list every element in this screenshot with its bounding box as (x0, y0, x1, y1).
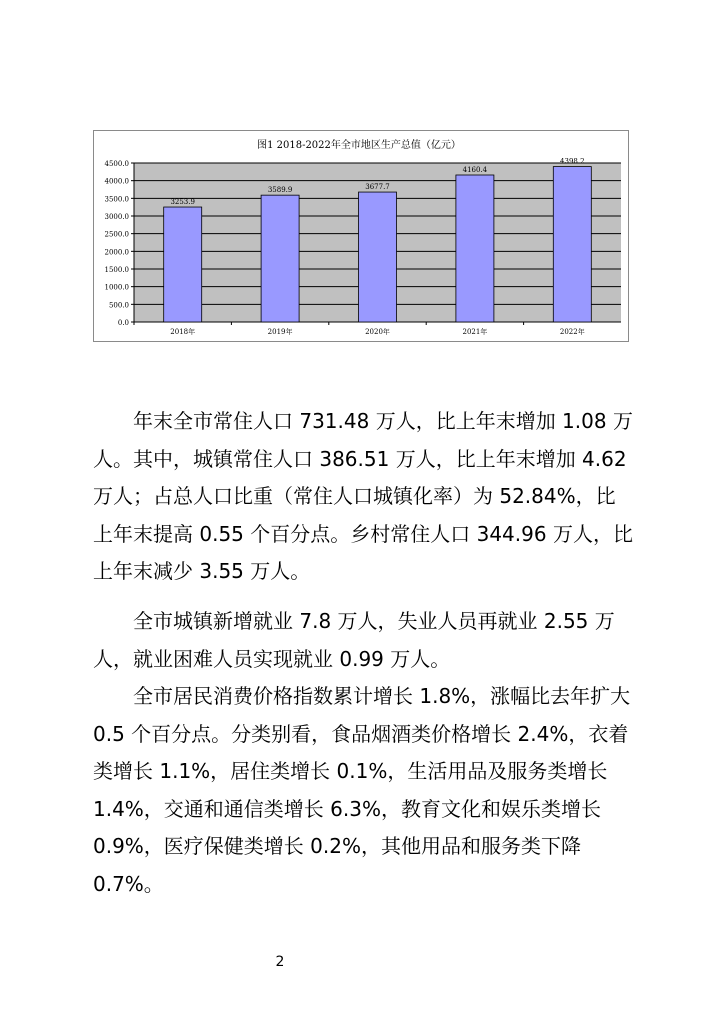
x-tick-label: 2020年 (365, 328, 390, 336)
bar-value-label: 3253.9 (170, 198, 195, 207)
y-tick-label: 500.0 (108, 301, 129, 310)
y-tick-label: 2000.0 (104, 248, 129, 257)
bar-value-label: 3589.9 (267, 186, 293, 195)
x-tick-label: 2022年 (559, 328, 585, 336)
y-tick-label: 1500.0 (104, 266, 129, 274)
bar (456, 175, 494, 322)
bar (261, 195, 299, 322)
bar-value-label: 4160.4 (462, 165, 488, 174)
paragraph-cpi: 全市居民消费价格指数累计增长 1.8%，涨幅比去年扩大 0.5 个百分点。分类别看，食品烟酒类价格增长 2.4%，衣着类增长 1.1%，居住类增长 0.1%，生活用品及服务类增长 1.4%，交通和通信类增长 6.3%，教育文化和娱乐类增长 0.9%，医疗保健类增长 0.2%，其他用品和服务类下降 0.7%。 (93, 684, 631, 896)
bar (359, 192, 397, 322)
bar-value-label: 3677.7 (365, 183, 390, 192)
y-tick-label: 3000.0 (104, 213, 129, 221)
paragraph-population: 年末全市常住人口 731.48 万人，比上年末增加 1.08 万人。其中，城镇常住人口 386.51 万人，比上年末增加 4.62 万人；占总人口比重（常住人口城镇化率）为 52.84%，比上年末提高 0.55 个百分点。乡村常住人口 344.96 万人，比上年末减少 3.55 万人。 (93, 409, 633, 583)
chart-svg (94, 131, 628, 341)
y-tick-label: 1000.0 (104, 283, 129, 292)
y-tick-label: 4000.0 (104, 177, 129, 186)
paragraph-employment: 全市城镇新增就业 7.8 万人，失业人员再就业 2.55 万人，就业困难人员实现就业 0.99 万人。 (93, 609, 615, 671)
bar-value-label: 4398.2 (560, 157, 585, 166)
x-tick-label: 2019年 (267, 328, 293, 336)
chart-title: 图1 2018-2022年全市地区生产总值（亿元） (257, 140, 461, 151)
bar (553, 167, 591, 322)
bar (164, 207, 202, 322)
x-tick-label: 2021年 (462, 328, 488, 336)
y-tick-label: 2500.0 (104, 230, 129, 239)
gdp-chart (93, 130, 629, 342)
page-number: 2 (275, 954, 285, 970)
y-tick-label: 4500.0 (104, 160, 129, 168)
x-tick-label: 2018年 (170, 328, 196, 336)
y-tick-label: 0.0 (117, 319, 129, 327)
y-tick-label: 3500.0 (104, 195, 129, 204)
